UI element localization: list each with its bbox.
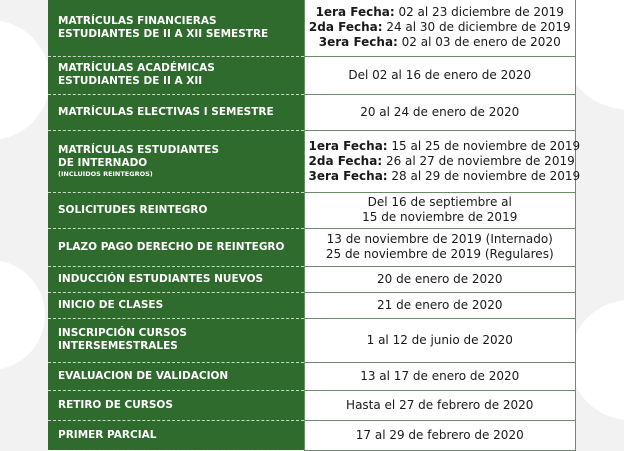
date-prefix: 1era Fecha: [308,138,388,153]
row-label [48,292,304,318]
date-prefix: 3era Fecha: [318,35,398,50]
label-line: RETIRO DE CURSOS [58,398,173,411]
date-text: 15 al 25 de noviembre de 2019 [387,138,581,153]
table-row [48,420,576,450]
date-text: 15 de noviembre de 2019 [362,210,518,224]
row-label [48,362,304,390]
date-text: 25 de noviembre de 2019 (Regulares) [325,247,554,261]
row-value [304,420,576,450]
table-row [48,192,576,228]
date-text: 13 al 17 de enero de 2020 [360,368,520,383]
label-line: ESTUDIANTES DE II A XII SEMESTRE [58,27,269,40]
row-value [304,94,576,130]
row-value [304,266,576,292]
label-line: PRIMER PARCIAL [58,428,157,441]
date-text: Hasta el 27 de febrero de 2020 [346,397,534,412]
date-text: 20 de enero de 2020 [377,271,503,286]
label-line: DE INTERNADO [58,157,148,169]
row-value [304,362,576,390]
label-line: MATRÍCULAS ACADÉMICAS [58,62,215,74]
date-prefix: 1era Fecha: [315,5,395,20]
date-text: 21 de enero de 2020 [377,297,503,312]
table-row [48,362,576,390]
date-text: 20 al 24 de enero de 2020 [360,104,520,119]
label-line: PLAZO PAGO DERECHO DE REINTEGRO [58,240,285,253]
row-label [48,0,304,56]
label-line: INSCRIPCIÓN CURSOS [58,327,187,339]
row-label [48,192,304,228]
academic-calendar-table [48,0,581,451]
label-line: EVALUACION DE VALIDACION [58,369,229,382]
table-row [48,130,576,192]
label-line: INTERSEMESTRALES [58,340,178,352]
date-line [308,153,575,169]
label-line: MATRÍCULAS ESTUDIANTES [58,144,220,156]
row-label [48,420,304,450]
table-row [48,292,576,318]
label-line: MATRÍCULAS ELECTIVAS I SEMESTRE [58,105,274,118]
date-text: 24 al 30 de diciembre de 2019 [382,20,571,35]
row-label [48,318,304,362]
date-prefix: 3era Fecha: [308,168,388,183]
date-text: 28 al 29 de noviembre de 2019 [387,168,581,183]
date-line [309,20,572,35]
row-label [48,130,304,192]
row-value [304,130,581,192]
label-line: INICIO DE CLASES [58,298,164,311]
label-line: MATRÍCULAS FINANCIERAS [58,14,217,27]
label-line: SOLICITUDES REINTEGRO [58,203,208,216]
date-prefix: 2da Fecha: [308,153,383,168]
table-row [48,228,576,266]
table-row [48,318,576,362]
table-row [48,266,576,292]
row-label [48,56,304,94]
row-value [304,192,576,228]
table-row [48,0,576,56]
row-label [48,266,304,292]
label-note: (INCLUIDOS REINTEGROS) [58,170,153,178]
table-row [48,56,576,94]
background-decoration [570,300,624,420]
row-label [48,94,304,130]
row-label [48,390,304,420]
date-text: 02 al 03 de enero de 2020 [397,35,561,50]
date-line [309,35,572,50]
table-row [48,94,576,130]
date-text: 02 al 23 diciembre de 2019 [394,5,564,20]
date-text: 26 al 27 de noviembre de 2019 [382,153,575,168]
date-line [308,138,581,154]
row-label [48,228,304,266]
background-decoration [0,20,50,140]
date-text: 1 al 12 de junio de 2020 [366,332,513,347]
label-line: INDUCCIÓN ESTUDIANTES NUEVOS [58,272,264,285]
date-text: 17 al 29 de febrero de 2020 [355,427,524,442]
date-text: Del 02 al 16 de enero de 2020 [348,67,532,82]
date-text: Del 16 de septiembre al [367,195,512,209]
row-value [304,228,576,266]
label-line: ESTUDIANTES DE II A XII [58,75,203,87]
date-text: 13 de noviembre de 2019 (Internado) [326,232,553,246]
date-prefix: 2da Fecha: [308,20,383,35]
row-value [304,56,576,94]
row-value [304,318,576,362]
row-value [304,292,576,318]
row-value [304,0,576,56]
row-value [304,390,576,420]
table-row [48,390,576,420]
background-decoration [0,260,45,370]
date-line [309,5,572,20]
date-line [308,168,581,184]
